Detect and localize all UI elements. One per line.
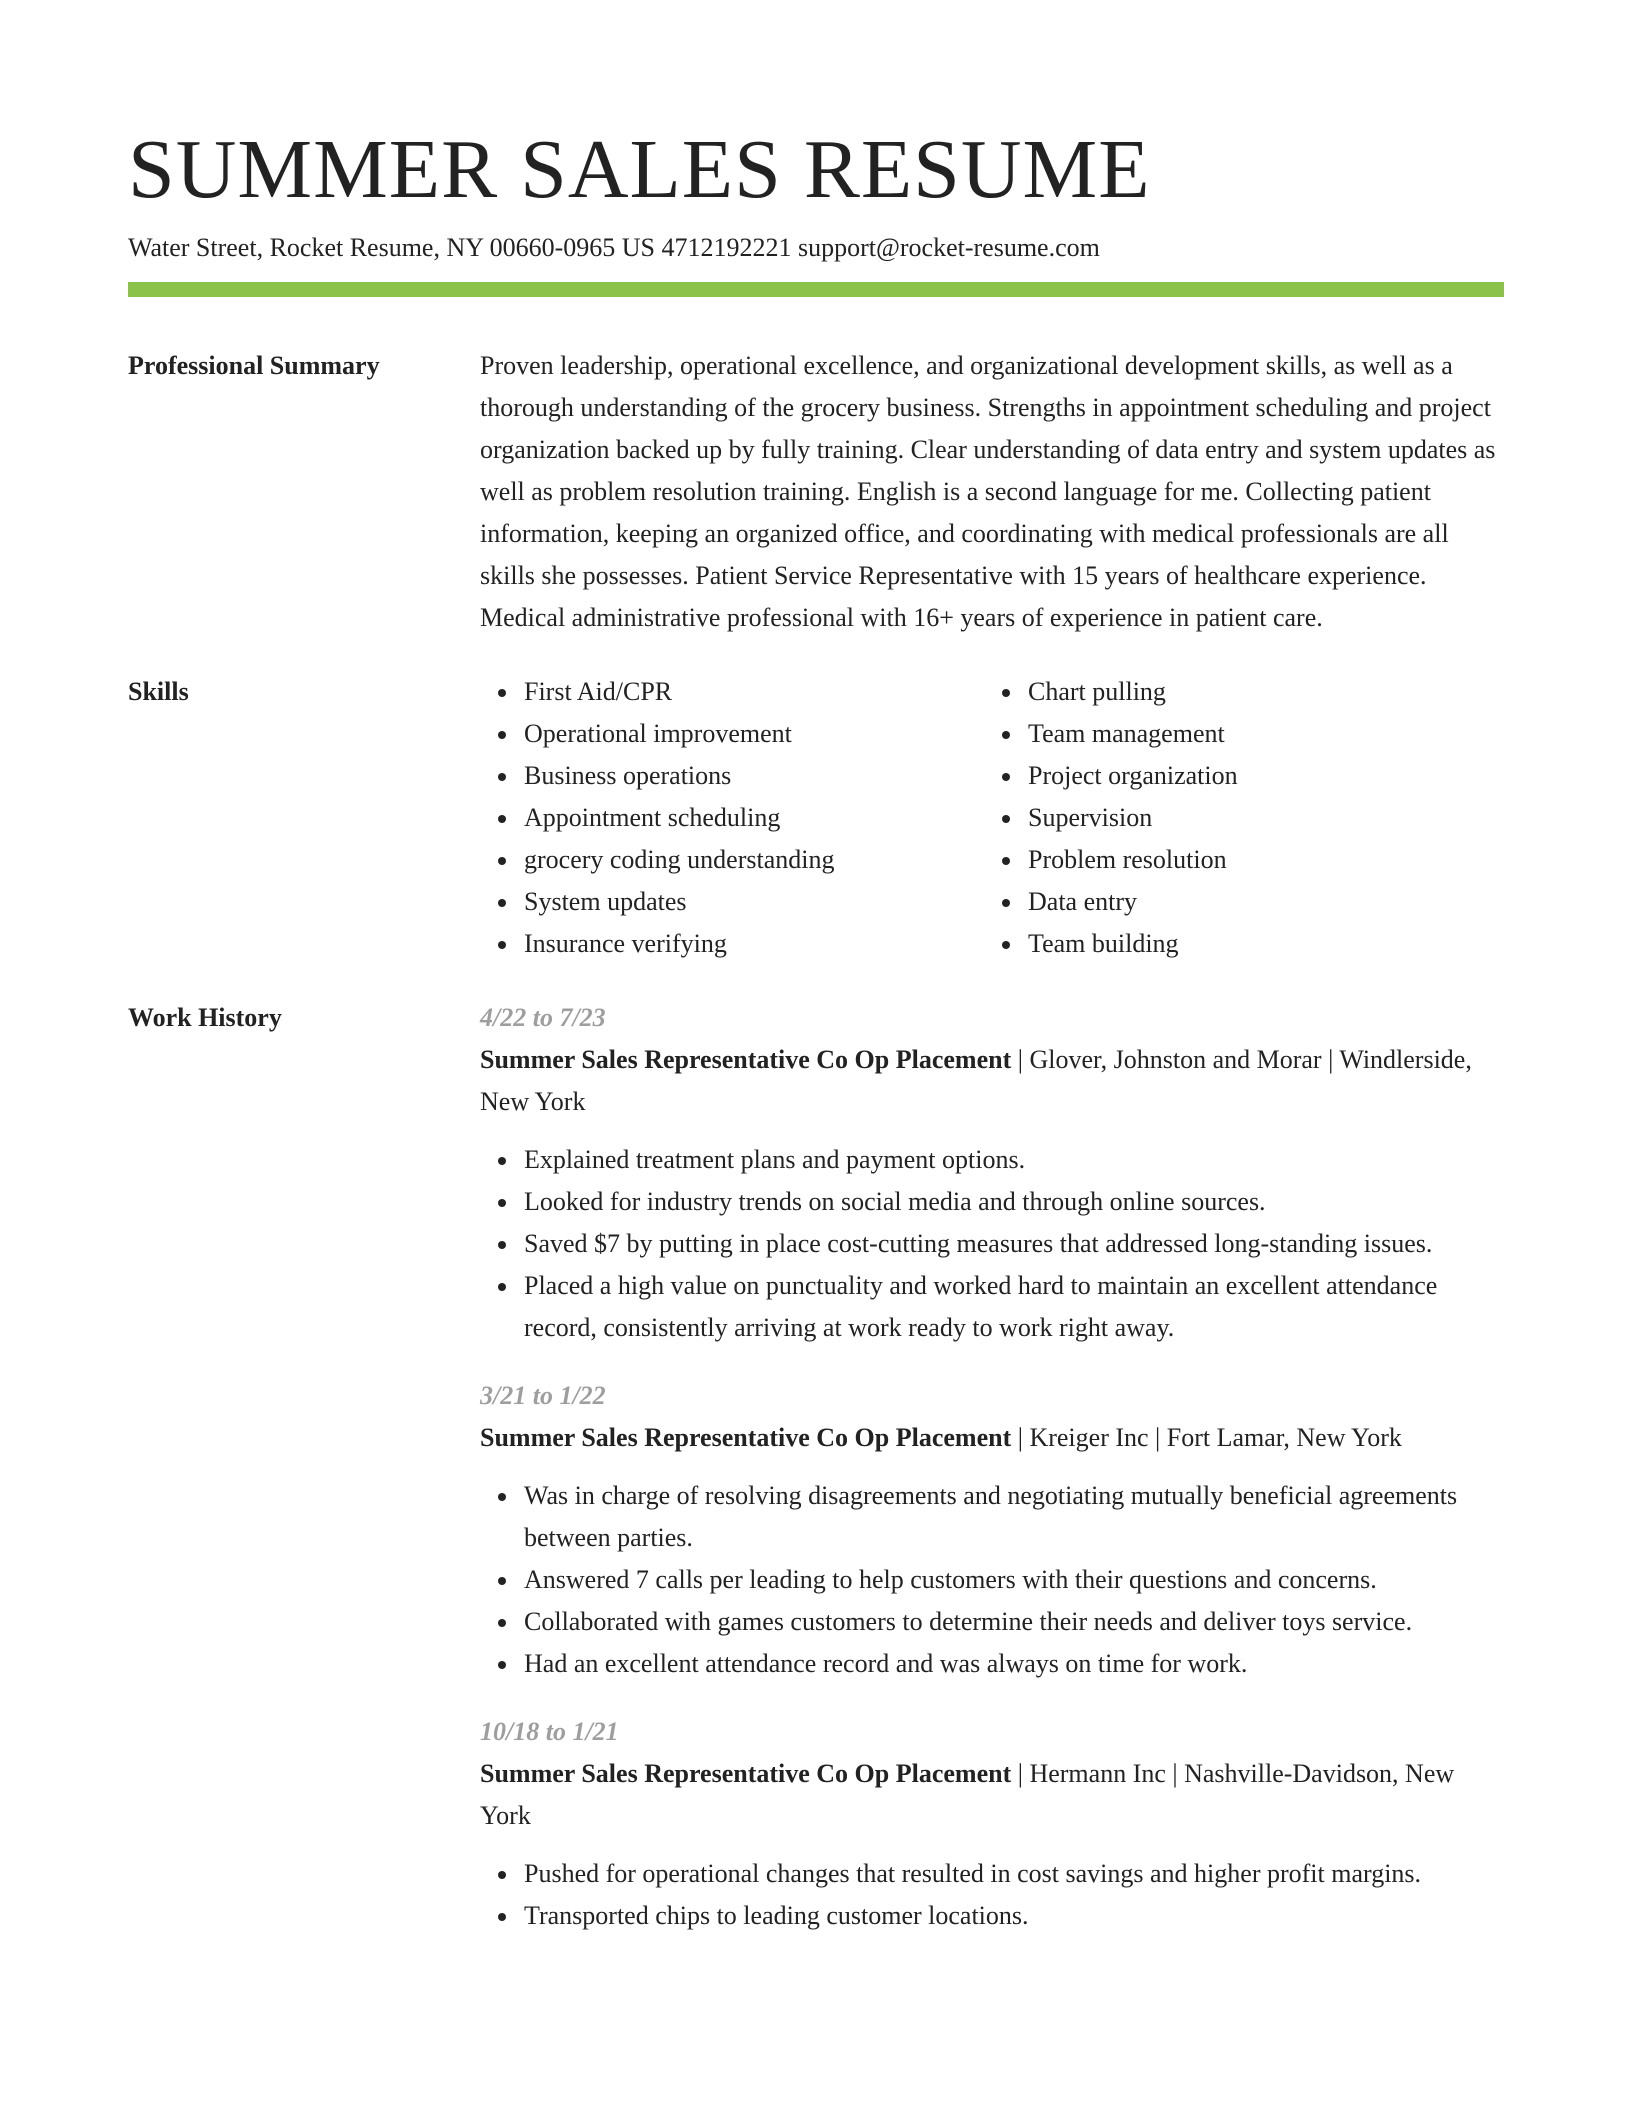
resume-title: SUMMER SALES RESUME <box>128 123 1151 216</box>
skill-item: System updates <box>524 881 984 923</box>
skill-item: Operational improvement <box>524 713 984 755</box>
skill-item: Project organization <box>1028 755 1488 797</box>
skill-item: Chart pulling <box>1028 671 1488 713</box>
job-bullet: Transported chips to leading customer locations. <box>524 1895 1504 1937</box>
skills-list-right <box>984 671 1488 965</box>
job-entry <box>480 1375 1504 1685</box>
skill-item: Appointment scheduling <box>524 797 984 839</box>
job-bullets <box>480 1853 1504 1937</box>
job-bullets <box>480 1139 1504 1349</box>
contact-line: Water Street, Rocket Resume, NY 00660-0965 US 4712192221 support@rocket-resume.com <box>128 233 1100 262</box>
summary-heading: Professional Summary <box>128 351 380 380</box>
job-details: | Hermann Inc | Nashville-Davidson, New York <box>480 1759 1455 1830</box>
summary-section <box>128 345 1504 639</box>
job-date: 4/22 to 7/23 <box>480 1003 606 1032</box>
skill-item: Supervision <box>1028 797 1488 839</box>
job-title: Summer Sales Representative Co Op Placement <box>480 1423 1012 1452</box>
job-title: Summer Sales Representative Co Op Placement <box>480 1045 1012 1074</box>
skill-item: grocery coding understanding <box>524 839 984 881</box>
skill-item: Team management <box>1028 713 1488 755</box>
job-bullet: Explained treatment plans and payment options. <box>524 1139 1504 1181</box>
job-date: 10/18 to 1/21 <box>480 1717 619 1746</box>
job-title: Summer Sales Representative Co Op Placement <box>480 1759 1012 1788</box>
job-bullet: Placed a high value on punctuality and worked hard to maintain an excellent attendance record, consistently arriving at work ready to work right away. <box>524 1265 1504 1349</box>
job-bullet: Was in charge of resolving disagreements and negotiating mutually beneficial agreements between parties. <box>524 1475 1504 1559</box>
work-history-heading: Work History <box>128 1003 282 1032</box>
skills-heading: Skills <box>128 677 189 706</box>
job-date: 3/21 to 1/22 <box>480 1381 606 1410</box>
skills-section <box>128 671 1504 965</box>
skill-item: Team building <box>1028 923 1488 965</box>
skill-item: First Aid/CPR <box>524 671 984 713</box>
job-bullet: Pushed for operational changes that resulted in cost savings and higher profit margins. <box>524 1853 1504 1895</box>
header-divider <box>128 282 1504 297</box>
job-bullet: Collaborated with games customers to determine their needs and deliver toys service. <box>524 1601 1504 1643</box>
job-details: | Glover, Johnston and Morar | Windlerside, New York <box>480 1045 1472 1116</box>
skill-item: Problem resolution <box>1028 839 1488 881</box>
skills-list-left <box>480 671 984 965</box>
resume-page <box>128 120 1504 1963</box>
work-history-section <box>128 997 1504 1963</box>
job-bullet: Had an excellent attendance record and was always on time for work. <box>524 1643 1504 1685</box>
job-entry <box>480 997 1504 1349</box>
job-details: | Kreiger Inc | Fort Lamar, New York <box>1011 1423 1402 1452</box>
skill-item: Insurance verifying <box>524 923 984 965</box>
job-bullet: Answered 7 calls per leading to help customers with their questions and concerns. <box>524 1559 1504 1601</box>
job-bullets <box>480 1475 1504 1685</box>
skill-item: Business operations <box>524 755 984 797</box>
job-bullet: Saved $7 by putting in place cost-cutting measures that addressed long-standing issues. <box>524 1223 1504 1265</box>
job-bullet: Looked for industry trends on social media and through online sources. <box>524 1181 1504 1223</box>
job-entry <box>480 1711 1504 1937</box>
summary-text: Proven leadership, operational excellence, and organizational development skills, as well as a thorough understanding of the grocery business. Strengths in appointment scheduling and project organization backed up by fully training. Clear understanding of data entry and system updates as well as problem resolution training. English is a second language for me. Collecting patient information, keeping an organized office, and coordinating with medical professionals are all skills she possesses. Patient Service Representative with 15 years of healthcare experience. Medical administrative professional with 16+ years of experience in patient care. <box>480 351 1496 632</box>
skill-item: Data entry <box>1028 881 1488 923</box>
